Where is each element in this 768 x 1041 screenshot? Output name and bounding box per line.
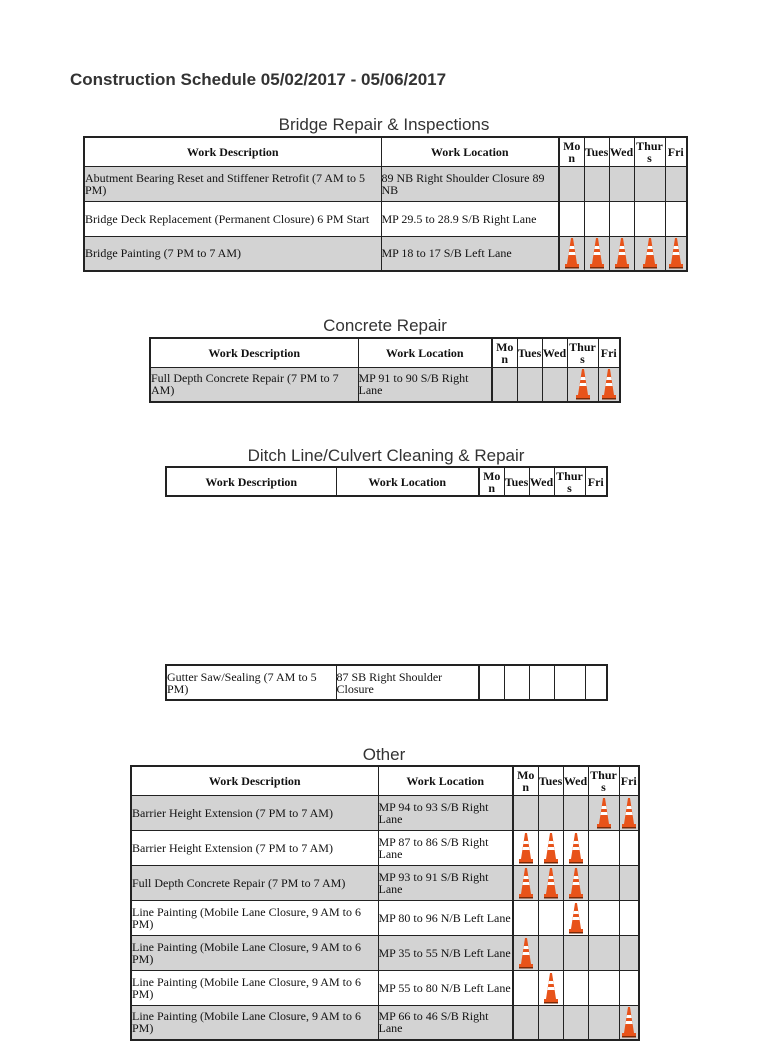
traffic-cone-icon (568, 902, 584, 934)
day-cell (619, 935, 639, 970)
header-row (166, 467, 607, 496)
table-row (166, 665, 607, 700)
work-location: 87 SB Right Shoulder Closure (336, 665, 479, 700)
traffic-cone-icon (668, 237, 684, 269)
header-row (131, 766, 639, 795)
day-cell (584, 236, 609, 271)
day-cell (559, 166, 584, 201)
day-cell (584, 166, 609, 201)
traffic-cone-icon (575, 368, 591, 400)
traffic-cone-icon (589, 237, 605, 269)
day-cell (513, 935, 538, 970)
day-cell (588, 935, 619, 970)
day-cell (554, 665, 585, 700)
day-cell (634, 236, 665, 271)
header-fri: Fri (619, 766, 639, 795)
traffic-cone-icon (518, 832, 534, 864)
traffic-cone-icon (614, 237, 630, 269)
traffic-cone-icon (568, 832, 584, 864)
traffic-cone-icon (568, 867, 584, 899)
day-cell (542, 367, 567, 402)
table-row (84, 166, 687, 201)
work-location: MP 29.5 to 28.9 S/B Right Lane (381, 201, 559, 236)
day-cell (588, 830, 619, 865)
table-row (131, 1005, 639, 1040)
day-cell (492, 367, 517, 402)
table-row (84, 201, 687, 236)
header-work-description: Work Description (131, 766, 378, 795)
day-cell (538, 935, 563, 970)
header-work-location: Work Location (381, 137, 559, 166)
day-cell (529, 665, 554, 700)
header-thurs: Thurs (567, 338, 598, 367)
header-fri: Fri (665, 137, 687, 166)
traffic-cone-icon (518, 937, 534, 969)
day-cell (513, 1005, 538, 1040)
header-work-description: Work Description (166, 467, 336, 496)
header-mon: Mon (479, 467, 504, 496)
work-location: MP 18 to 17 S/B Left Lane (381, 236, 559, 271)
work-description: Line Painting (Mobile Lane Closure, 9 AM to 6 PM) (131, 900, 378, 935)
day-cell (504, 665, 529, 700)
work-description: Abutment Bearing Reset and Stiffener Retrofit (7 AM to 5 PM) (84, 166, 381, 201)
table-row (150, 367, 620, 402)
section-title-concrete: Concrete Repair (323, 316, 447, 335)
day-cell (588, 795, 619, 830)
day-cell (665, 201, 687, 236)
section-title-other: Other (362, 745, 406, 764)
work-location: MP 55 to 80 N/B Left Lane (378, 970, 513, 1005)
day-cell (563, 1005, 588, 1040)
header-fri: Fri (598, 338, 620, 367)
day-cell (634, 166, 665, 201)
work-location: 89 NB Right Shoulder Closure 89 NB (381, 166, 559, 201)
header-mon: Mon (513, 766, 538, 795)
work-location: MP 93 to 91 S/B Right Lane (378, 865, 513, 900)
header-mon: Mon (492, 338, 517, 367)
traffic-cone-icon (642, 237, 658, 269)
work-location: MP 94 to 93 S/B Right Lane (378, 795, 513, 830)
day-cell (563, 830, 588, 865)
day-cell (563, 935, 588, 970)
header-wed: Wed (542, 338, 567, 367)
work-description: Full Depth Concrete Repair (7 PM to 7 AM) (131, 865, 378, 900)
day-cell (559, 236, 584, 271)
day-cell (538, 970, 563, 1005)
header-work-description: Work Description (84, 137, 381, 166)
day-cell (665, 236, 687, 271)
header-wed: Wed (529, 467, 554, 496)
work-description: Gutter Saw/Sealing (7 AM to 5 PM) (166, 665, 336, 700)
header-wed: Wed (563, 766, 588, 795)
work-description: Bridge Painting (7 PM to 7 AM) (84, 236, 381, 271)
table-row (131, 970, 639, 1005)
day-cell (563, 865, 588, 900)
header-row (84, 137, 687, 166)
work-description: Line Painting (Mobile Lane Closure, 9 AM to 6 PM) (131, 1005, 378, 1040)
ditch-schedule-table (165, 466, 608, 497)
day-cell (538, 795, 563, 830)
bridge-schedule-table (83, 136, 688, 272)
page-title: Construction Schedule 05/02/2017 - 05/06/2017 (70, 70, 447, 89)
day-cell (619, 970, 639, 1005)
day-cell (634, 201, 665, 236)
day-cell (563, 795, 588, 830)
table-row (131, 900, 639, 935)
day-cell (588, 1005, 619, 1040)
day-cell (513, 865, 538, 900)
work-location: MP 66 to 46 S/B Right Lane (378, 1005, 513, 1040)
day-cell (588, 900, 619, 935)
day-cell (517, 367, 542, 402)
day-cell (513, 900, 538, 935)
header-work-description: Work Description (150, 338, 358, 367)
section-title-bridge: Bridge Repair & Inspections (278, 115, 490, 134)
traffic-cone-icon (543, 972, 559, 1004)
concrete-schedule-table (149, 337, 621, 403)
day-cell (609, 166, 634, 201)
day-cell (563, 970, 588, 1005)
header-thurs: Thurs (634, 137, 665, 166)
day-cell (609, 201, 634, 236)
other-schedule-table (130, 765, 640, 1041)
traffic-cone-icon (621, 1006, 637, 1038)
work-location: MP 35 to 55 N/B Left Lane (378, 935, 513, 970)
table-row (131, 830, 639, 865)
header-tues: Tues (517, 338, 542, 367)
table-row (131, 795, 639, 830)
day-cell (538, 1005, 563, 1040)
work-location: MP 91 to 90 S/B Right Lane (358, 367, 492, 402)
day-cell (585, 665, 607, 700)
work-location: MP 87 to 86 S/B Right Lane (378, 830, 513, 865)
day-cell (619, 795, 639, 830)
header-work-location: Work Location (336, 467, 479, 496)
day-cell (609, 236, 634, 271)
day-cell (598, 367, 620, 402)
day-cell (619, 830, 639, 865)
traffic-cone-icon (543, 832, 559, 864)
work-location: MP 80 to 96 N/B Left Lane (378, 900, 513, 935)
day-cell (588, 970, 619, 1005)
header-thurs: Thurs (554, 467, 585, 496)
header-row (150, 338, 620, 367)
day-cell (513, 830, 538, 865)
traffic-cone-icon (601, 368, 617, 400)
work-description: Line Painting (Mobile Lane Closure, 9 AM to 6 PM) (131, 970, 378, 1005)
work-description: Bridge Deck Replacement (Permanent Closure) 6 PM Start (84, 201, 381, 236)
header-thurs: Thurs (588, 766, 619, 795)
header-work-location: Work Location (358, 338, 492, 367)
day-cell (513, 795, 538, 830)
section-title-ditch: Ditch Line/Culvert Cleaning & Repair (247, 446, 525, 465)
day-cell (513, 970, 538, 1005)
traffic-cone-icon (543, 867, 559, 899)
day-cell (567, 367, 598, 402)
work-description: Barrier Height Extension (7 PM to 7 AM) (131, 795, 378, 830)
day-cell (538, 900, 563, 935)
header-tues: Tues (584, 137, 609, 166)
day-cell (665, 166, 687, 201)
header-tues: Tues (504, 467, 529, 496)
ditch-schedule-table-continued (165, 664, 608, 701)
table-row (84, 236, 687, 271)
table-row (131, 865, 639, 900)
day-cell (563, 900, 588, 935)
header-fri: Fri (585, 467, 607, 496)
traffic-cone-icon (518, 867, 534, 899)
traffic-cone-icon (564, 237, 580, 269)
day-cell (479, 665, 504, 700)
day-cell (538, 830, 563, 865)
day-cell (619, 1005, 639, 1040)
work-description: Full Depth Concrete Repair (7 PM to 7 AM) (150, 367, 358, 402)
header-wed: Wed (609, 137, 634, 166)
traffic-cone-icon (596, 797, 612, 829)
day-cell (559, 201, 584, 236)
header-work-location: Work Location (378, 766, 513, 795)
header-mon: Mon (559, 137, 584, 166)
day-cell (588, 865, 619, 900)
day-cell (584, 201, 609, 236)
work-description: Barrier Height Extension (7 PM to 7 AM) (131, 830, 378, 865)
header-tues: Tues (538, 766, 563, 795)
day-cell (538, 865, 563, 900)
day-cell (619, 900, 639, 935)
table-row (131, 935, 639, 970)
work-description: Line Painting (Mobile Lane Closure, 9 AM to 6 PM) (131, 935, 378, 970)
traffic-cone-icon (621, 797, 637, 829)
day-cell (619, 865, 639, 900)
